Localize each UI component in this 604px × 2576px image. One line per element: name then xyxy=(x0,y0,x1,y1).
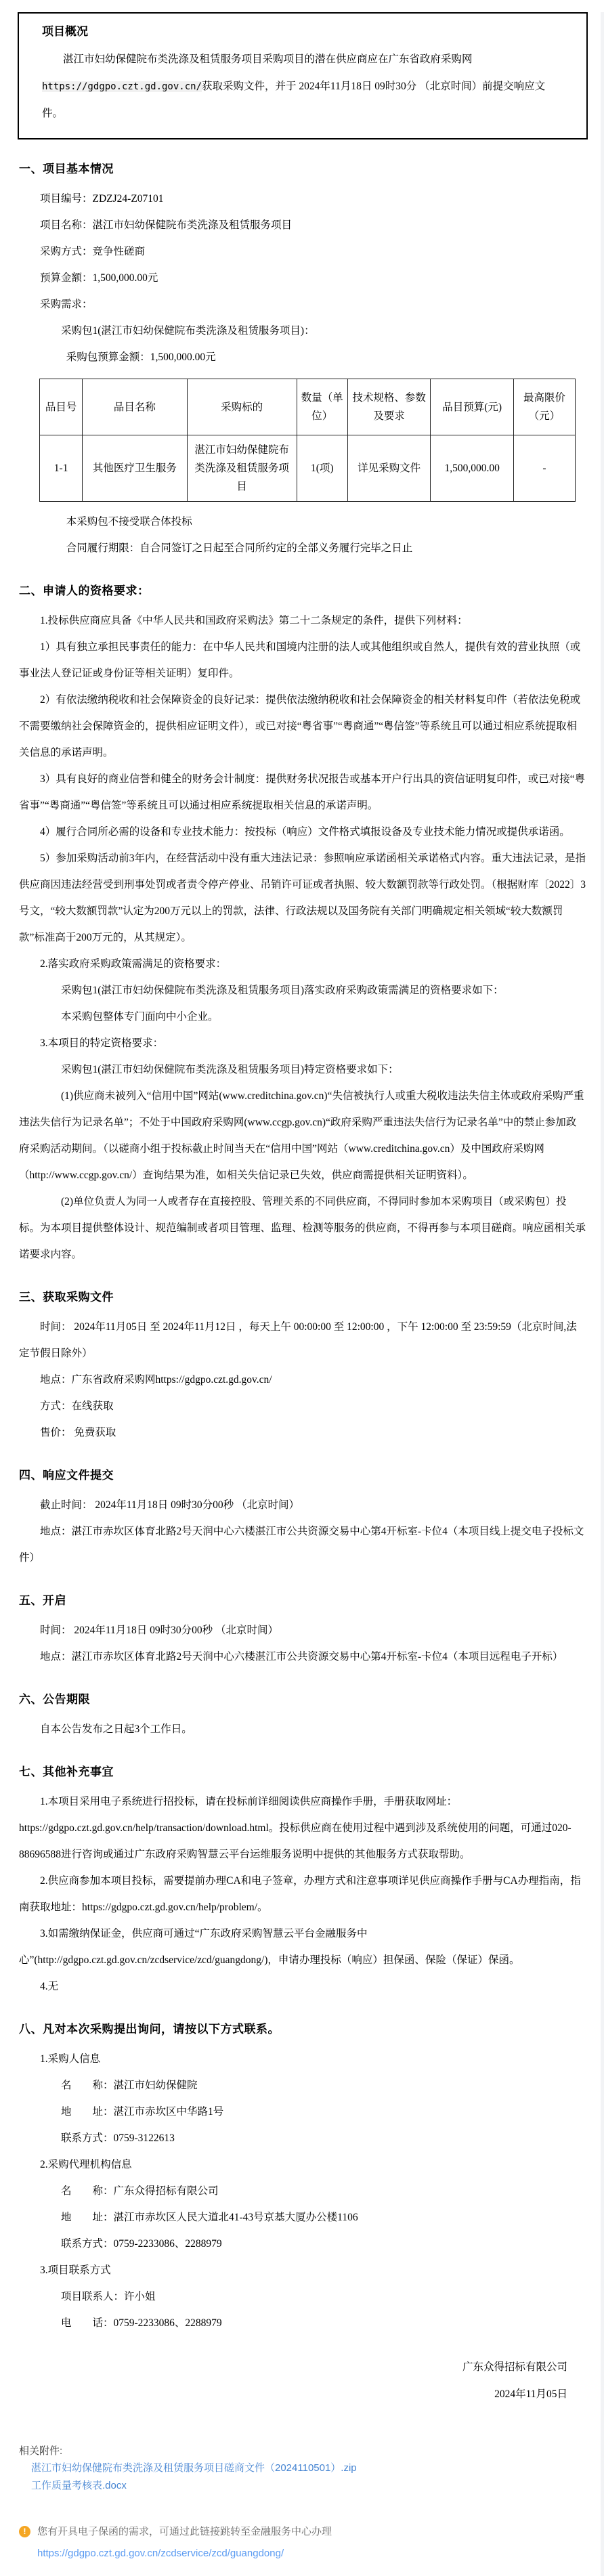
cell-item-budget: 1,500,000.00 xyxy=(431,435,514,502)
signature-date: 2024年11月05日 xyxy=(494,2388,567,2400)
scrollbar-track[interactable] xyxy=(601,12,604,2576)
requirement-paragraph: 本采购包整体专门面向中小企业。 xyxy=(61,1011,219,1023)
supplement-paragraph: 3.如需缴纳保证金，供应商可通过“广东政府采购智慧云平台金融服务中心”(http://gdgpo.czt.gd.gov.cn/zcdservice/zcd/guangdong/)，申请办理投标（响应）担保函、保险（保证）保函。 xyxy=(19,1928,520,1966)
section2-title: 二、申请人的资格要求： xyxy=(19,584,150,597)
procurement-method: 采购方式：竞争性磋商 xyxy=(40,246,146,257)
supplement-paragraph: 1.本项目采用电子系统进行招投标，请在投标前详细阅读供应商操作手册，手册获取网址：https://gdgpo.czt.gd.gov.cn/help/transaction/download.html。投标供应商在使用过程中遇到涉及系统使用的问题，可通过020-88696588进行咨询或通过广东政府采购智慧云平台运维服务说明中提供的其他服务方式获取帮助。 xyxy=(19,1796,571,1860)
footer-area xyxy=(0,2443,604,2576)
requirement-paragraph: (1)供应商未被列入“信用中国”网站(www.creditchina.gov.cn)“失信被执行人或重大税收违法失信主体或政府采购严重违法失信行为记录名单”；不处于中国政府采购网(www.ccgp.gov.cn)“政府采购严重违法失信行为记录名单”中的禁止参加政府采购活动期间。（以磋商小组于投标截止时间当天在“信用中国”网站（www.creditchina.gov.cn）及中国政府采购网（http://www.ccgp.gov.cn/）查询结果为准，如相关失信记录已失效，供应商需提供相关证明资料）。 xyxy=(19,1090,584,1181)
items-table xyxy=(39,379,576,502)
requirement-paragraph: 5）参加采购活动前3年内，在经营活动中没有重大违法记录：参照响应承诺函相关承诺格式内容。重大违法记录，是指供应商因违法经营受到刑事处罚或者责令停产停业、吊销许可证或者执照、较大数额罚款等行政处罚。（根据财库〔2022〕3号文，“较大数额罚款”认定为200万元以上的罚款，法律、行政法规以及国务院有关部门明确规定相关领域“较大数额罚款”标准高于200万元的，从其规定）。 xyxy=(19,853,586,943)
agency-phone: 联系方式：0759-2233086、2288979 xyxy=(61,2238,222,2250)
col-item-name: 品目名称 xyxy=(83,379,187,435)
requirement-paragraph: 2.落实政府采购政策需满足的资格要求： xyxy=(40,958,227,970)
col-item-no: 品目号 xyxy=(40,379,83,435)
submit-place-line: 地点：湛江市赤坎区体育北路2号天润中心六楼湛江市公共资源交易中心第4开标室-卡位4（本项目线上提交电子投标文件） xyxy=(19,1526,584,1564)
project-contact-phone: 电 话：0759-2233086、2288979 xyxy=(61,2317,222,2329)
requirement-paragraph: 1）具有独立承担民事责任的能力：在中华人民共和国境内注册的法人或其他组织或自然人，提供有效的营业执照（或事业法人登记证或身份证等相关证明）复印件。 xyxy=(19,641,581,679)
attachment-link-zip[interactable]: 湛江市妇幼保健院布类洗涤及租赁服务项目磋商文件（2024110501）.zip xyxy=(31,2462,357,2474)
open-place-line: 地点：湛江市赤坎区体育北路2号天润中心六楼湛江市公共资源交易中心第4开标室-卡位4（本项目远程电子开标） xyxy=(40,1651,563,1662)
package-budget-line: 采购包预算金额：1,500,000.00元 xyxy=(66,351,216,363)
requirement-paragraph: 采购包1(湛江市妇幼保健院布类洗涤及租赁服务项目)落实政府采购政策需满足的资格要求如下： xyxy=(61,985,504,996)
section5-title: 五、开启 xyxy=(19,1594,66,1607)
section6-title: 六、公告期限 xyxy=(19,1693,90,1706)
financial-service-link[interactable]: https://gdgpo.czt.gd.gov.cn/zcdservice/zcd/guangdong/ xyxy=(37,2548,284,2559)
e-guarantee-notice xyxy=(19,2525,604,2539)
cell-spec: 详见采购文件 xyxy=(347,435,431,502)
supplement-paragraph: 4.无 xyxy=(40,1981,59,1992)
cell-quantity: 1(项) xyxy=(297,435,347,502)
exclamation-icon: ! xyxy=(19,2526,30,2537)
cell-max-price: - xyxy=(513,435,575,502)
section4-title: 四、响应文件提交 xyxy=(19,1469,114,1482)
cell-item-name: 其他医疗卫生服务 xyxy=(83,435,187,502)
doc-price-line: 售价： 免费获取 xyxy=(40,1427,116,1438)
project-name: 项目名称：湛江市妇幼保健院布类洗涤及租赁服务项目 xyxy=(40,219,293,231)
requirement-paragraph: 2）有依法缴纳税收和社会保障资金的良好记录：提供依法缴纳税收和社会保障资金的相关材料复印件（若依法免税或不需要缴纳社会保障资金的，提供相应证明文件），或已对接“粤省事”“粤商通”“粤信签”等系统且可以通过相应系统提取相关信息的承诺声明。 xyxy=(19,694,581,758)
e-guarantee-notice-text: 您有开具电子保函的需求，可通过此链接跳转至金融服务中心办理 xyxy=(37,2526,332,2537)
budget-amount: 预算金额：1,500,000.00元 xyxy=(40,272,158,284)
doc-place-line: 地点：广东省政府采购网https://gdgpo.czt.gd.gov.cn/ xyxy=(40,1374,272,1386)
contract-term-line: 合同履行期限：自合同签订之日起至合同所约定的全部义务履行完毕之日止 xyxy=(66,542,413,554)
requirement-paragraph: 采购包1(湛江市妇幼保健院布类洗涤及租赁服务项目)特定资格要求如下： xyxy=(61,1064,399,1075)
section3-title: 三、获取采购文件 xyxy=(19,1291,114,1304)
no-consortium-line: 本采购包不接受联合体投标 xyxy=(66,516,192,528)
cell-item-no: 1-1 xyxy=(40,435,83,502)
open-time-line: 时间： 2024年11月18日 09时30分00秒 （北京时间） xyxy=(40,1625,279,1636)
section7-title: 七、其他补充事宜 xyxy=(19,1765,114,1778)
section1-title: 一、项目基本情况 xyxy=(19,163,114,175)
overview-intro-prefix: 湛江市妇幼保健院布类洗涤及租赁服务项目采购项目的潜在供应商应在广东省政府采购网 xyxy=(63,53,473,65)
overview-text xyxy=(42,46,563,127)
col-quantity: 数量（单位） xyxy=(297,379,347,435)
purchaser-address: 地 址：湛江市赤坎区中华路1号 xyxy=(61,2106,224,2118)
attachments-label: 相关附件: xyxy=(19,2445,63,2457)
project-number: 项目编号：ZDZJ24-Z07101 xyxy=(40,193,164,205)
signature-block xyxy=(19,2354,586,2408)
overview-url: https://gdgpo.czt.gd.gov.cn/ xyxy=(42,81,202,92)
purchaser-phone: 联系方式：0759-3122613 xyxy=(61,2132,175,2144)
table-header-row xyxy=(40,379,576,435)
section8-title: 八、凡对本次采购提出询问，请按以下方式联系。 xyxy=(19,2023,280,2036)
table-row xyxy=(40,435,576,502)
signature-company: 广东众得招标有限公司 xyxy=(462,2361,567,2373)
agency-name: 名 称：广东众得招标有限公司 xyxy=(61,2185,219,2197)
notice-period-line: 自本公告发布之日起3个工作日。 xyxy=(40,1723,192,1735)
requirement-paragraph: (2)单位负责人为同一人或者存在直接控股、管理关系的不同供应商，不得同时参加本采购项目（或采购包）投标。为本项目提供整体设计、规范编制或者项目管理、监理、检测等服务的供应商，不得再参与本项目磋商。响应函相关承诺要求内容。 xyxy=(19,1196,586,1260)
requirement-paragraph: 1.投标供应商应具备《中华人民共和国政府采购法》第二十二条规定的条件，提供下列材料： xyxy=(40,615,468,626)
col-spec: 技术规格、参数及要求 xyxy=(347,379,431,435)
package-line: 采购包1(湛江市妇幼保健院布类洗涤及租赁服务项目)： xyxy=(61,325,315,337)
doc-time-line: 时间： 2024年11月05日 至 2024年11月12日 ，每天上午 00:00:00 至 12:00:00 ，下午 12:00:00 至 23:59:59（北京时间,法定节假日除外） xyxy=(19,1321,577,1359)
cell-subject: 湛江市妇幼保健院布类洗涤及租赁服务项目 xyxy=(187,435,297,502)
procurement-announcement-page xyxy=(0,12,604,2576)
agency-address: 地 址：湛江市赤坎区人民大道北41-43号京基大厦办公楼1106 xyxy=(61,2212,358,2223)
project-overview-box xyxy=(18,12,588,139)
overview-title: 项目概况 xyxy=(42,25,88,38)
purchaser-name: 名 称：湛江市妇幼保健院 xyxy=(61,2080,198,2091)
col-subject: 采购标的 xyxy=(187,379,297,435)
requirement-paragraph: 4）履行合同所必需的设备和专业技术能力：按投标（响应）文件格式填报设备及专业技术能力情况或提供承诺函。 xyxy=(40,826,570,838)
requirement-paragraph: 3）具有良好的商业信誉和健全的财务会计制度：提供财务状况报告或基本开户行出具的资信证明复印件，或已对接“粤省事”“粤商通”“粤信签”等系统且可以通过相应系统提取相关信息的承诺声明。 xyxy=(19,773,586,811)
purchaser-info-heading: 1.采购人信息 xyxy=(40,2053,101,2065)
demand-label: 采购需求： xyxy=(40,299,93,310)
project-contact-person: 项目联系人：许小姐 xyxy=(61,2291,156,2302)
col-max-price: 最高限价（元） xyxy=(513,379,575,435)
supplement-paragraph: 2.供应商参加本项目投标，需要提前办理CA和电子签章，办理方式和注意事项详见供应商操作手册与CA办理指南，指南获取地址：https://gdgpo.czt.gd.gov.cn/help/problem/。 xyxy=(19,1875,581,1913)
col-item-budget: 品目预算(元) xyxy=(431,379,514,435)
overview-intro-suffix: 获取采购文件，并于 2024年11月18日 09时30分 （北京时间）前提交响应文件。 xyxy=(42,81,546,119)
attachment-link-docx[interactable]: 工作质量考核表.docx xyxy=(31,2480,127,2491)
agency-info-heading: 2.采购代理机构信息 xyxy=(40,2159,132,2170)
submit-deadline-line: 截止时间： 2024年11月18日 09时30分00秒 （北京时间） xyxy=(40,1499,300,1511)
announcement-body xyxy=(0,161,604,2408)
project-contact-heading: 3.项目联系方式 xyxy=(40,2264,111,2276)
doc-way-line: 方式：在线获取 xyxy=(40,1400,114,1412)
requirement-paragraph: 3.本项目的特定资格要求： xyxy=(40,1037,164,1049)
